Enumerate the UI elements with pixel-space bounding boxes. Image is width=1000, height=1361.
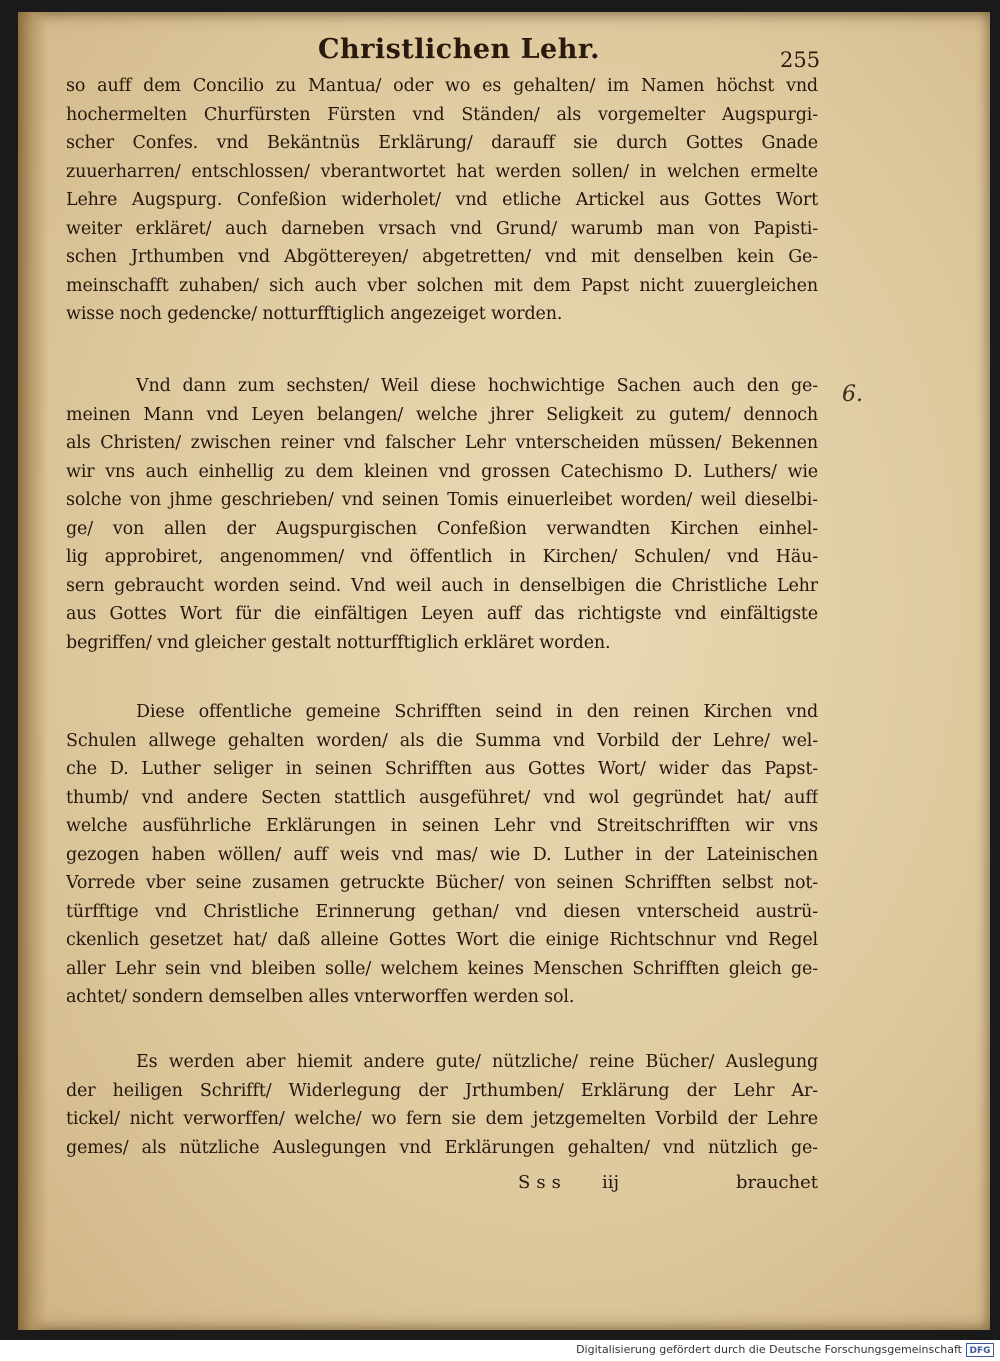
dfg-logo-icon: DFG xyxy=(966,1343,994,1357)
text-line: wisse noch gedencke/ notturfftiglich angezeiget worden. xyxy=(66,304,563,324)
funding-credit: Digitalisierung gefördert durch die Deutsche Forschungsgemeinschaft xyxy=(576,1343,962,1356)
text-line: schen Jrthumben vnd Abgöttereyen/ abgetretten/ vnd mit denselben kein Ge- xyxy=(66,247,818,267)
text-line: tickel/ nicht verworffen/ welche/ wo fern sie dem jetzgemelten Vorbild der Lehre xyxy=(66,1109,818,1129)
text-line: Schulen allwege gehalten worden/ als die Summa vnd Vorbild der Lehre/ wel- xyxy=(66,730,818,751)
page-number: 255 xyxy=(780,48,821,72)
text-line: meinschafft zuhaben/ sich auch vber solchen mit dem Papst nicht zuuergleichen xyxy=(66,275,818,296)
running-title: Christlichen Lehr. xyxy=(318,34,601,65)
paragraph-1 xyxy=(66,72,818,329)
signature-number: iij xyxy=(602,1172,620,1193)
text-line: gezogen haben wöllen/ auff weis vnd mas/ wie D. Luther in der Lateinischen xyxy=(66,844,818,865)
text-line: begriffen/ vnd gleicher gestalt notturfftiglich erkläret worden. xyxy=(66,632,611,653)
page-gutter-shadow xyxy=(18,12,48,1330)
paragraph-4 xyxy=(66,1048,818,1162)
text-line: sern gebraucht worden seind. Vnd weil auch in denselbigen die Christliche Lehr xyxy=(66,575,818,596)
margin-note: 6. xyxy=(842,382,863,407)
text-line: Vnd dann zum sechsten/ Weil diese hochwichtige Sachen auch den ge- xyxy=(136,376,818,396)
text-line: thumb/ vnd andere Secten stattlich ausgeführet/ vnd wol gegründet hat/ auff xyxy=(66,787,818,808)
text-line: hochermelten Churfürsten Fürsten vnd Ständen/ als vorgemelter Augspurgi- xyxy=(66,104,818,125)
credit-bar xyxy=(0,1340,1000,1361)
text-line: lig approbiret, angenommen/ vnd öffentlich in Kirchen/ Schulen/ vnd Häu- xyxy=(66,547,818,567)
text-line: als Christen/ zwischen reiner vnd falscher Lehr vnterscheiden müssen/ Bekennen xyxy=(66,433,818,453)
text-line: ge/ von allen der Augspurgischen Confeßion verwandten Kirchen einhel- xyxy=(66,518,818,539)
text-line: Vorrede vber seine zusamen getruckte Bücher/ von seinen Schrifften selbst not- xyxy=(66,873,818,893)
text-line: che D. Luther seliger in seinen Schrifften aus Gottes Wort/ wider das Papst- xyxy=(66,759,818,779)
text-line: achtet/ sondern demselben alles vnterworffen werden sol. xyxy=(66,987,575,1007)
text-line: türfftige vnd Christliche Erinnerung gethan/ vnd diesen vnterscheid austrü- xyxy=(66,901,818,922)
text-line: Es werden aber hiemit andere gute/ nützliche/ reine Bücher/ Auslegung xyxy=(136,1052,818,1072)
text-line: weiter erkläret/ auch darneben vrsach vnd Grund/ warumb man von Papisti- xyxy=(66,218,818,239)
text-line: Lehre Augspurg. Confeßion widerholet/ vnd etliche Artickel aus Gottes Wort xyxy=(66,190,818,210)
text-line: aus Gottes Wort für die einfältigen Leyen auff das richtigste vnd einfältigste xyxy=(66,604,818,624)
text-line: zuuerharren/ entschlossen/ vberantwortet hat werden sollen/ in welchen ermelte xyxy=(66,161,818,182)
text-line: Diese offentliche gemeine Schrifften seind in den reinen Kirchen vnd xyxy=(136,702,818,722)
text-line: der heiligen Schrifft/ Widerlegung der Jrthumben/ Erklärung der Lehr Ar- xyxy=(66,1080,818,1101)
catchword: brauchet xyxy=(735,1172,818,1193)
text-line: gemes/ als nützliche Auslegungen vnd Erklärungen gehalten/ vnd nützlich ge- xyxy=(66,1137,818,1158)
text-line: scher Confes. vnd Bekäntnüs Erklärung/ darauff sie durch Gottes Gnade xyxy=(66,133,818,153)
text-line: solche von jhme geschrieben/ vnd seinen Tomis einuerleibet worden/ weil dieselbi- xyxy=(66,490,818,510)
text-line: so auff dem Concilio zu Mantua/ oder wo es gehalten/ im Namen höchst vnd xyxy=(66,76,818,96)
paragraph-3 xyxy=(66,698,818,1012)
footer-marks xyxy=(66,1172,818,1202)
signature-mark: Sss xyxy=(518,1172,567,1193)
text-line: aller Lehr sein vnd bleiben solle/ welchem keines Menschen Schrifften gleich ge- xyxy=(66,958,818,979)
text-line: welche ausführliche Erklärungen in seinen Lehr vnd Streitschrifften wir vns xyxy=(66,816,818,836)
text-line: wir vns auch einhellig zu dem kleinen vnd grossen Catechismo D. Luthers/ wie xyxy=(66,461,818,482)
text-line: meinen Mann vnd Leyen belangen/ welche jhrer Seligkeit zu gutem/ dennoch xyxy=(66,404,818,425)
book-page xyxy=(18,12,990,1330)
paragraph-2 xyxy=(66,372,818,657)
text-line: ckenlich gesetzet hat/ daß alleine Gottes Wort die einige Richtschnur vnd Regel xyxy=(66,930,818,950)
